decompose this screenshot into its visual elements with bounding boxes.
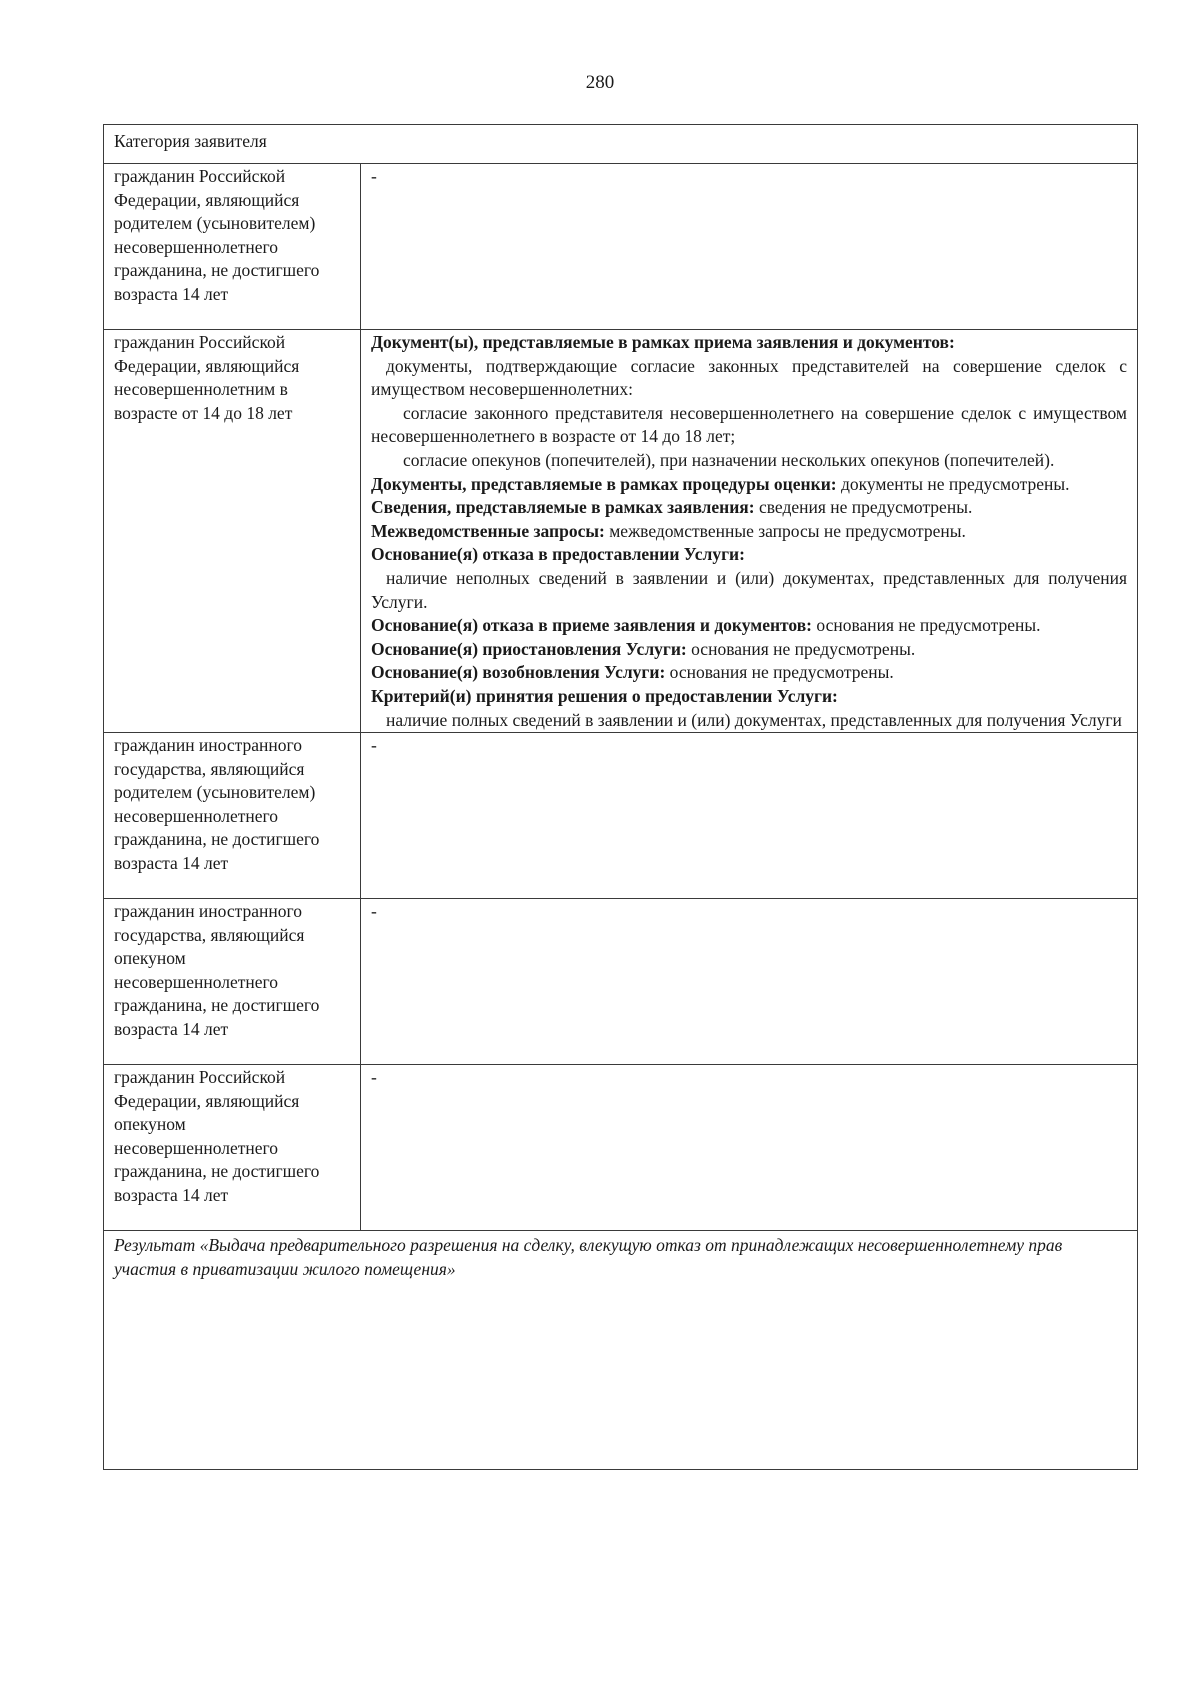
- interagency-requests: Межведомственные запросы: межведомственные запросы не предусмотрены.: [371, 520, 966, 541]
- applicant-category-table: [103, 124, 1138, 1470]
- docs-line: документы, подтверждающие согласие законных представителей на совершение сделок с имуществом несовершеннолетних:: [371, 355, 1128, 400]
- resumption: Основание(я) возобновления Услуги: основания не предусмотрены.: [371, 662, 894, 683]
- docs-line: согласие законного представителя несовершеннолетнего на совершение сделок с имуществом несовершеннолетнего в возрасте от 14 до 18 лет;: [371, 402, 1128, 447]
- table-row: [104, 164, 1138, 330]
- category-cell: гражданин Российской Федерации, являющийся родителем (усыновителем) несовершеннолетнего гражданина, не достигшего возраста 14 лет: [104, 164, 361, 330]
- info-provided: Сведения, представляемые в рамках заявления: сведения не предусмотрены.: [371, 497, 973, 518]
- table-row: [104, 733, 1138, 899]
- category-cell: гражданин Российской Федерации, являющийся несовершеннолетним в возрасте от 14 до 18 лет: [104, 330, 361, 733]
- table-header: Категория заявителя: [104, 125, 1138, 164]
- content-cell: -: [361, 1065, 1138, 1231]
- criteria-text: наличие полных сведений в заявлении и (или) документах, представленных для получения Услуги: [386, 709, 1122, 730]
- content-cell: -: [361, 733, 1138, 899]
- category-cell: гражданин Российской Федерации, являющийся опекуном несовершеннолетнего гражданина, не достигшего возраста 14 лет: [104, 1065, 361, 1231]
- category-cell: гражданин иностранного государства, являющийся опекуном несовершеннолетнего гражданина, не достигшего возраста 14 лет: [104, 899, 361, 1065]
- table-row: [104, 1065, 1138, 1231]
- reception-refusal: Основание(я) отказа в приеме заявления и документов: основания не предусмотрены.: [371, 615, 1041, 636]
- page-number: 280: [585, 72, 615, 93]
- category-cell: гражданин иностранного государства, являющийся родителем (усыновителем) несовершеннолетнего гражданина, не достигшего возраста 14 лет: [104, 733, 361, 899]
- criteria-heading: Критерий(и) принятия решения о предоставлении Услуги:: [371, 685, 838, 706]
- docs-heading: Документ(ы), представляемые в рамках приема заявления и документов:: [371, 332, 955, 352]
- table-row: [104, 330, 1138, 733]
- docs-line: согласие опекунов (попечителей), при назначении нескольких опекунов (попечителей).: [403, 449, 1055, 470]
- eval-docs: Документы, представляемые в рамках процедуры оценки: документы не предусмотрены.: [371, 473, 1070, 494]
- refusal-text: наличие неполных сведений в заявлении и (или) документах, представленных для получения Услуги.: [371, 567, 1128, 612]
- table-row: [104, 899, 1138, 1065]
- content-cell: [361, 330, 1138, 733]
- refusal-heading: Основание(я) отказа в предоставлении Услуги:: [371, 544, 745, 565]
- content-cell: -: [361, 164, 1138, 330]
- suspension: Основание(я) приостановления Услуги: основания не предусмотрены.: [371, 638, 916, 659]
- content-cell: -: [361, 899, 1138, 1065]
- result-cell: Результат «Выдача предварительного разрешения на сделку, влекущую отказ от принадлежащих несовершеннолетнему прав участия в приватизации жилого помещения»: [104, 1231, 1138, 1470]
